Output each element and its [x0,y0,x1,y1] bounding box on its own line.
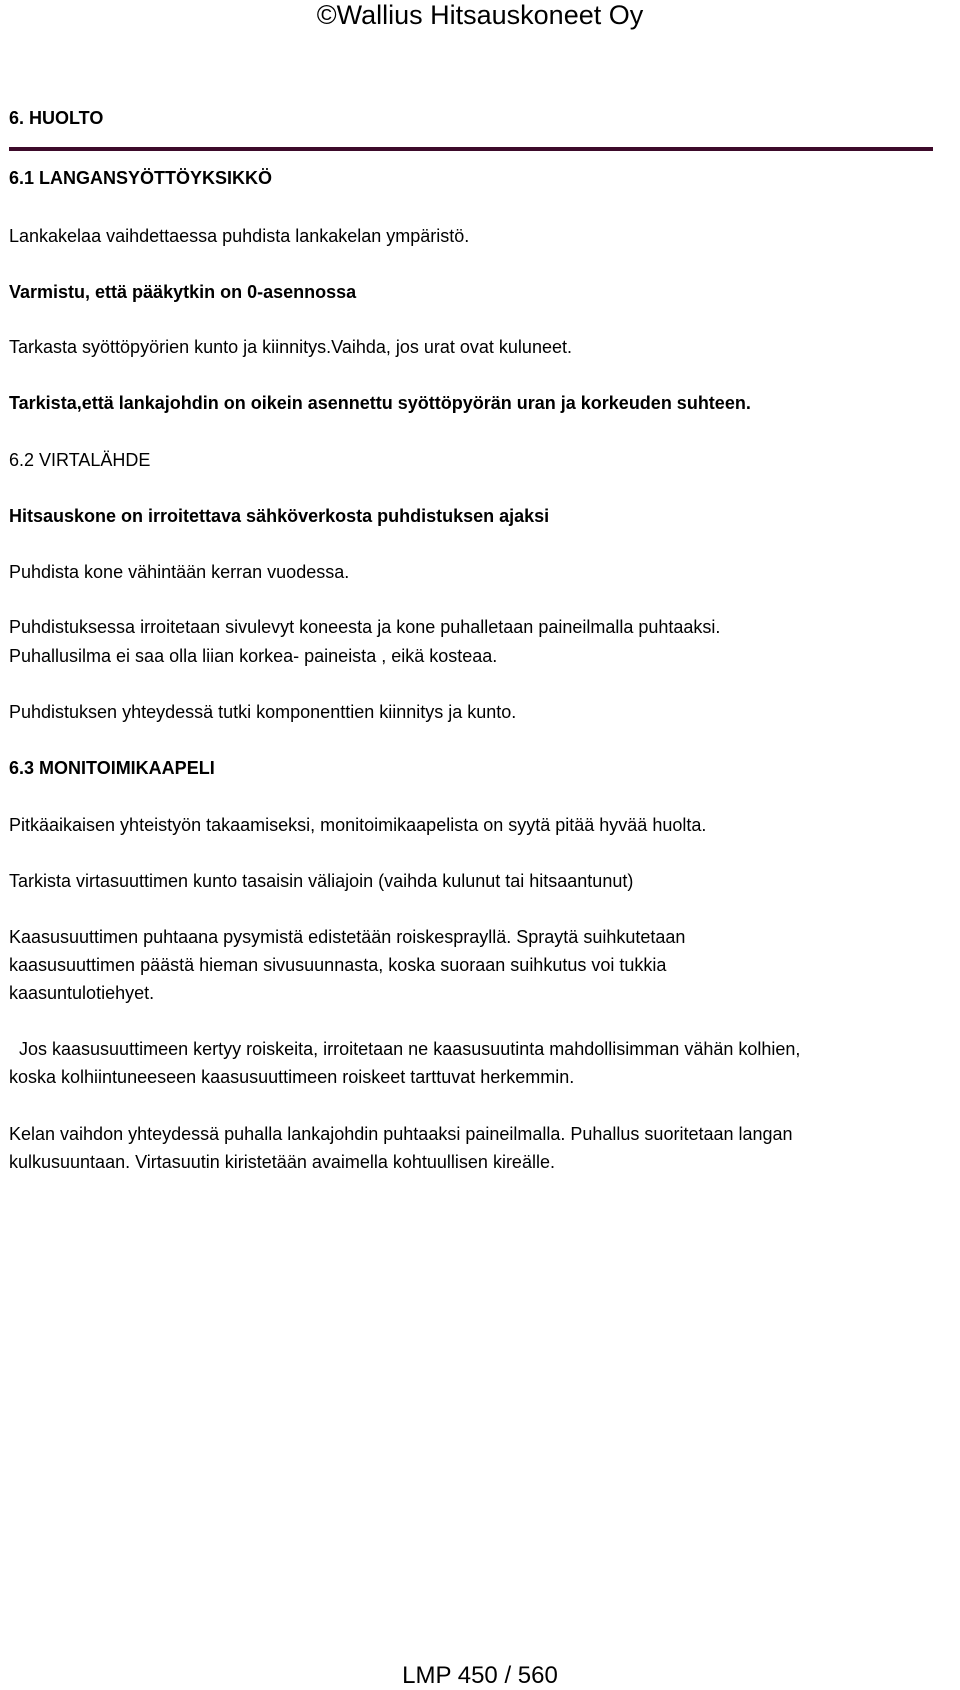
paragraph-line: kaasuntulotiehyet. [9,983,155,1003]
paragraph: Tarkista,että lankajohdin on oikein asennettu syöttöpyörän uran ja korkeuden suhteen. [9,393,751,413]
paragraph: Puhdistuksessa irroitetaan sivulevyt koneesta ja kone puhalletaan paineilmalla puhtaaksi. [9,617,721,637]
paragraph: Pitkäaikaisen yhteistyön takaamiseksi, monitoimikaapelista on syytä pitää hyvää huolta. [9,815,707,835]
paragraph: Varmistu, että pääkytkin on 0-asennossa [9,282,357,302]
subsection-title-6-3: 6.3 MONITOIMIKAAPELI [9,758,215,778]
paragraph: Puhdista kone vähintään kerran vuodessa. [9,562,350,582]
paragraph-line: koska kolhiintuneeseen kaasusuuttimeen roiskeet tarttuvat herkemmin. [9,1067,575,1087]
paragraph: Tarkista virtasuuttimen kunto tasaisin väliajoin (vaihda kulunut tai hitsaantunut) [9,871,634,891]
paragraph-line: Jos kaasusuuttimeen kertyy roiskeita, irroitetaan ne kaasusuutinta mahdollisimman vähän kolhien, [9,1039,801,1059]
paragraph: Puhdistuksen yhteydessä tutki komponenttien kiinnitys ja kunto. [9,702,517,722]
document-header: ©Wallius Hitsauskoneet Oy [316,0,644,30]
paragraph: Tarkasta syöttöpyörien kunto ja kiinnitys.Vaihda, jos urat ovat kuluneet. [9,337,572,357]
section-title: 6. HUOLTO [9,108,104,128]
subsection-title-6-1: 6.1 LANGANSYÖTTÖYKSIKKÖ [9,168,273,188]
paragraph: Hitsauskone on irroitettava sähköverkosta puhdistuksen ajaksi [9,506,550,526]
paragraph-line: kulkusuuntaan. Virtasuutin kiristetään avaimella kohtuullisen kireälle. [9,1152,555,1172]
subsection-title-6-2: 6.2 VIRTALÄHDE [9,450,151,470]
header-rule [9,147,933,151]
page-footer: LMP 450 / 560 [402,1662,558,1689]
paragraph-line: kaasusuuttimen päästä hieman sivusuunnasta, koska suoraan suihkutus voi tukkia [9,955,667,975]
paragraph-line: Kaasusuuttimen puhtaana pysymistä edistetään roiskesprayllä. Spraytä suihkutetaan [9,927,686,947]
paragraph: Puhallusilma ei saa olla liian korkea- paineista , eikä kosteaa. [9,646,498,666]
paragraph: Lankakelaa vaihdettaessa puhdista lankakelan ympäristö. [9,226,470,246]
paragraph-line: Kelan vaihdon yhteydessä puhalla lankajohdin puhtaaksi paineilmalla. Puhallus suoritetaan langan [9,1124,793,1144]
